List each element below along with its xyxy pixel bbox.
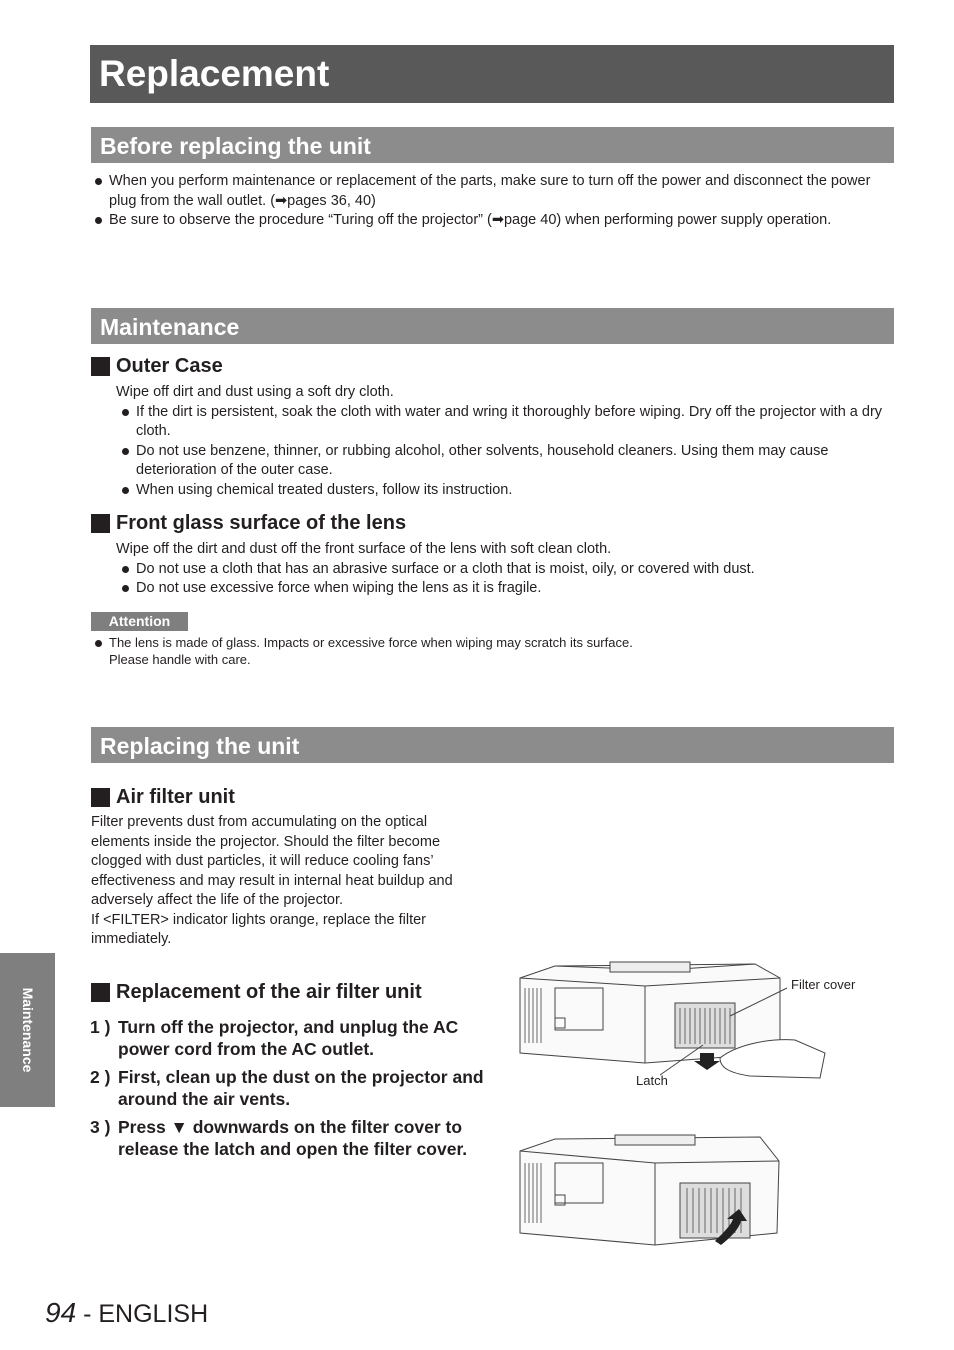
list-item: Do not use a cloth that has an abrasive surface or a cloth that is moist, oily, or covered with dust. (118, 560, 896, 580)
list-item: The lens is made of glass. Impacts or excessive force when wiping may scratch its surface. Please handle with care. (91, 634, 881, 668)
outer-case-body (116, 383, 896, 500)
outer-case-heading: Outer Case (91, 354, 223, 378)
lens-bullets (118, 560, 896, 599)
side-tab-maintenance: Maintenance (0, 953, 55, 1107)
before-bullet-list (91, 172, 886, 231)
step-item: 1 ) Turn off the projector, and unplug the AC power cord from the AC outlet. (90, 1017, 459, 1059)
air-filter-body (91, 813, 486, 950)
square-bullet-icon (91, 357, 110, 376)
list-item: Do not use benzene, thinner, or rubbing alcohol, other solvents, household cleaners. Using them may cause deterioration of the outer case. (118, 442, 896, 481)
list-item: Be sure to observe the procedure “Turing off the projector” (➡page 40) when performing power supply operation. (91, 211, 886, 231)
page-number: 94 (45, 1297, 77, 1328)
latch-label: Latch (636, 1073, 668, 1088)
attention-list (91, 634, 881, 668)
list-item: If the dirt is persistent, soak the cloth with water and wring it thoroughly before wiping. Dry off the projector with a dry cloth. (118, 403, 896, 442)
section-header-before: Before replacing the unit (91, 127, 894, 163)
replacement-heading: Replacement of the air filter unit (91, 980, 422, 1004)
square-bullet-icon (91, 788, 110, 807)
page-title: Replacement (90, 45, 894, 103)
air-filter-heading: Air filter unit (91, 785, 235, 809)
air-filter-text-2: If <FILTER> indicator lights orange, replace the filter immediately. (91, 911, 427, 947)
list-item: When using chemical treated dusters, follow its instruction. (118, 481, 896, 501)
page-footer (45, 1297, 208, 1329)
list-item: Do not use excessive force when wiping the lens as it is fragile. (118, 579, 896, 599)
lens-intro: Wipe off the dirt and dust off the front surface of the lens with soft clean cloth. (116, 541, 612, 557)
outer-case-intro: Wipe off dirt and dust using a soft dry cloth. (116, 384, 394, 400)
outer-case-bullets (118, 403, 896, 501)
air-filter-text: Filter prevents dust from accumulating on the optical elements inside the projector. Should the filter become clogged with dust particles, it will reduce cooling fans’ effectiveness and may result in internal heat buildup and adversely affect the life of the projector. (91, 814, 453, 908)
section-header-maintenance: Maintenance (91, 308, 894, 344)
section-header-replacing: Replacing the unit (91, 727, 894, 763)
step-item: 2 ) First, clean up the dust on the projector and around the air vents. (90, 1067, 484, 1109)
replacement-steps (90, 1016, 485, 1166)
step-item: 3 ) Press ▼ downwards on the filter cover to release the latch and open the filter cover. (90, 1117, 468, 1159)
filter-cover-label: Filter cover (791, 977, 856, 992)
footer-language: - ENGLISH (76, 1300, 209, 1328)
square-bullet-icon (91, 514, 110, 533)
list-item: When you perform maintenance or replacement of the parts, make sure to turn off the power and disconnect the power plug from the wall outlet. (➡pages 36, 40) (91, 172, 886, 211)
attention-badge: Attention (91, 612, 188, 631)
square-bullet-icon (91, 983, 110, 1002)
projector-filter-figure-2 (515, 1133, 785, 1258)
lens-body (116, 540, 896, 599)
lens-heading: Front glass surface of the lens (91, 511, 406, 535)
projector-filter-figure-1 (515, 958, 865, 1093)
